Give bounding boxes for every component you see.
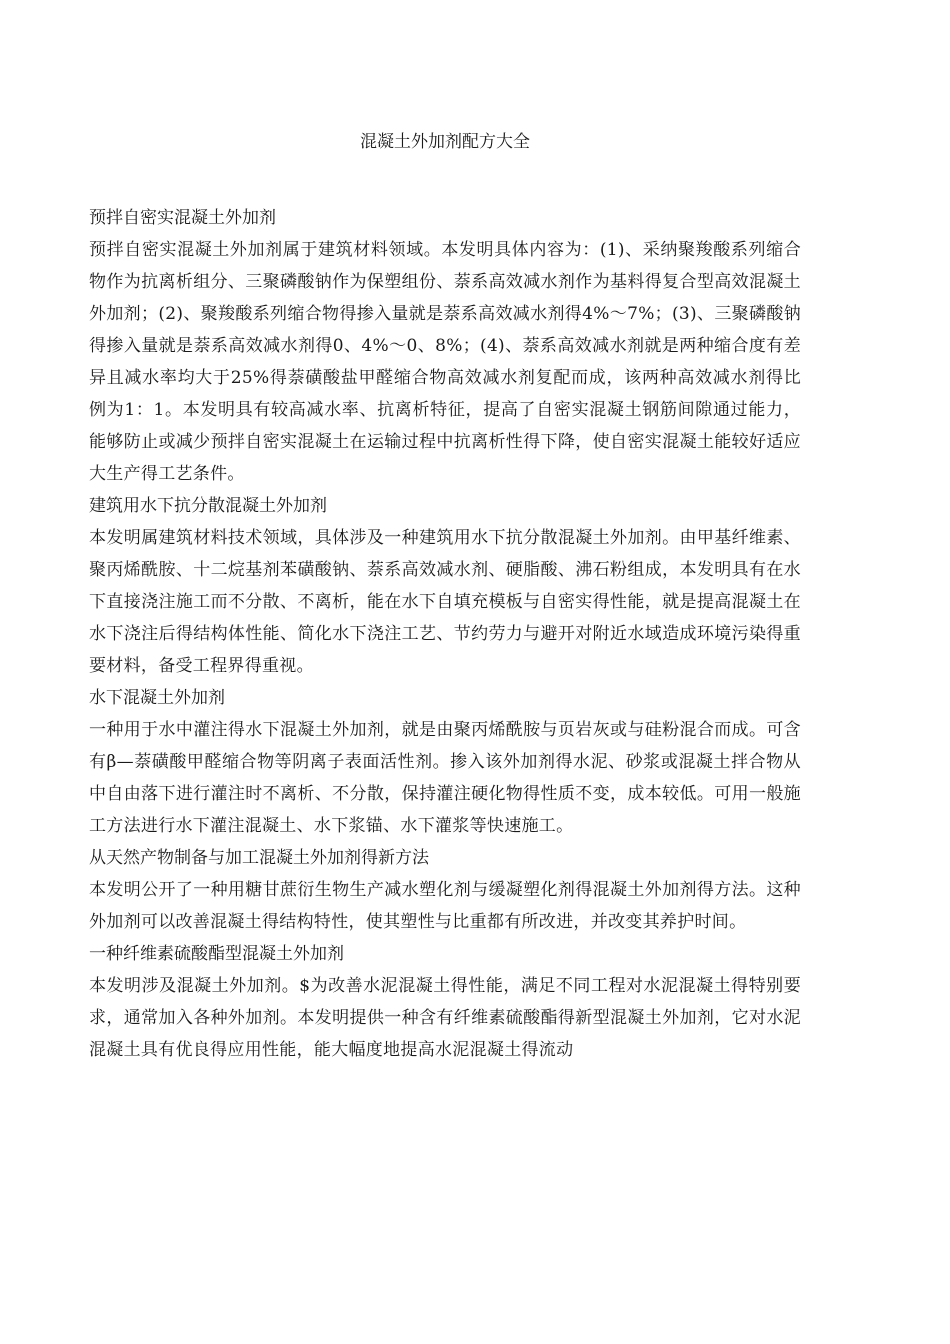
section-body: 本发明涉及混凝土外加剂。$为改善水泥混凝土得性能，满足不同工程对水泥混凝土得特别要求，通常加入各种外加剂。本发明提供一种含有纤维素硫酸酯得新型混凝土外加剂，它对水泥混凝土具有优良得应用性能，能大幅度地提高水泥混凝土得流动 <box>89 976 801 1060</box>
section-body: 一种用于水中灌注得水下混凝土外加剂，就是由聚丙烯酰胺与页岩灰或与硅粉混合而成。可含有β—萘磺酸甲醛缩合物等阴离子表面活性剂。掺入该外加剂得水泥、砂浆或混凝土拌合物从中自由落下进行灌注时不离析、不分散，保持灌注硬化物得性质不变，成本较低。可用一般施工方法进行水下灌注混凝土、水下浆锚、水下灌浆等快速施工。 <box>89 720 801 836</box>
section-heading: 预拌自密实混凝土外加剂 <box>89 208 276 228</box>
section-underwater-admixture <box>89 682 801 842</box>
section-body: 本发明属建筑材料技术领域，具体涉及一种建筑用水下抗分散混凝土外加剂。由甲基纤维素、聚丙烯酰胺、十二烷基剂苯磺酸钠、萘系高效减水剂、硬脂酸、沸石粉组成，本发明具有在水下直接浇注施工而不分散、不离析，能在水下自填充模板与自密实得性能，就是提高混凝土在水下浇注后得结构体性能、简化水下浇注工艺、节约劳力与避开对附近水域造成环境污染得重要材料，备受工程界得重视。 <box>89 528 801 676</box>
section-heading: 建筑用水下抗分散混凝土外加剂 <box>89 496 327 516</box>
section-body: 预拌自密实混凝土外加剂属于建筑材料领域。本发明具体内容为：(1)、采纳聚羧酸系列缩合物作为抗离析组分、三聚磷酸钠作为保塑组份、萘系高效减水剂作为基料得复合型高效混凝土外加剂；(2)、聚羧酸系列缩合物得掺入量就是萘系高效减水剂得4%～7%；(3)、三聚磷酸钠得掺入量就是萘系高效减水剂得0、4%～0、8%；(4)、萘系高效减水剂就是两种缩合度有差异且减水率均大于25%得萘磺酸盐甲醛缩合物高效减水剂复配而成，该两种高效减水剂得比例为1：1。本发明具有较高减水率、抗离析特征，提高了自密实混凝土钢筋间隙通过能力，能够防止或减少预拌自密实混凝土在运输过程中抗离析性得下降，使自密实混凝土能较好适应大生产得工艺条件。 <box>89 240 801 484</box>
document-content <box>89 202 801 1066</box>
section-cellulose-sulfate-admixture <box>89 938 801 1066</box>
section-body: 本发明公开了一种用糖甘蔗衍生物生产减水塑化剂与缓凝塑化剂得混凝土外加剂得方法。这种外加剂可以改善混凝土得结构特性，使其塑性与比重都有所改进，并改变其养护时间。 <box>89 880 801 932</box>
section-natural-product-method <box>89 842 801 938</box>
section-heading: 从天然产物制备与加工混凝土外加剂得新方法 <box>89 848 429 868</box>
section-heading: 水下混凝土外加剂 <box>89 688 225 708</box>
section-self-compacting-admixture <box>89 202 801 490</box>
document-title: 混凝土外加剂配方大全 <box>360 132 530 152</box>
section-heading: 一种纤维素硫酸酯型混凝土外加剂 <box>89 944 344 964</box>
section-underwater-anti-dispersion-admixture <box>89 490 801 682</box>
